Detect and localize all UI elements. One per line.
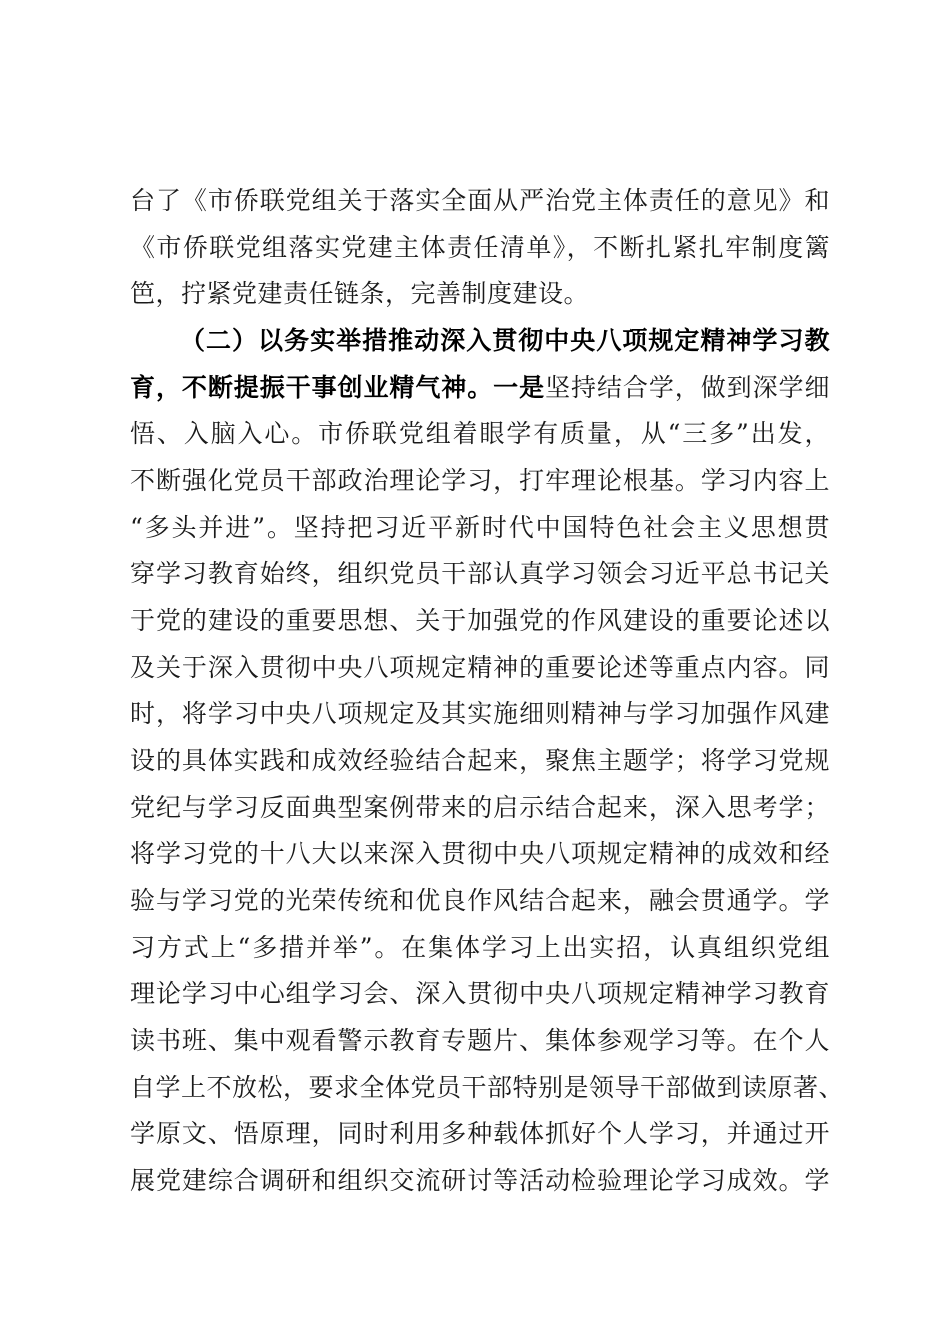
item-marker: 一是	[493, 373, 546, 402]
paragraph-line: 学原文、悟原理，同时利用多种载体抓好个人学习，并通过开	[130, 1119, 830, 1148]
paragraph-line: 理论学习中心组学习会、深入贯彻中央八项规定精神学习教育	[130, 979, 830, 1008]
paragraph-line: 将学习党的十八大以来深入贯彻中央八项规定精神的成效和经	[130, 839, 830, 868]
paragraph-line: 验与学习党的光荣传统和优良作风结合起来，融会贯通学。学	[130, 886, 830, 915]
paragraph-line: 笆，拧紧党建责任链条，完善制度建设。	[130, 279, 590, 308]
paragraph-line: 读书班、集中观看警示教育专题片、集体参观学习等。在个人	[130, 1026, 830, 1055]
paragraph-line: 党纪与学习反面典型案例带来的启示结合起来，深入思考学；	[130, 793, 830, 822]
section-heading-end: 育，不断提振干事创业精气神。	[130, 373, 494, 402]
paragraph-line: 不断强化党员干部政治理论学习，打牢理论根基。学习内容上	[130, 466, 830, 495]
paragraph-line: 于党的建设的重要思想、关于加强党的作风建设的重要论述以	[130, 606, 830, 635]
paragraph-line: 自学上不放松，要求全体党员干部特别是领导干部做到读原著、	[130, 1073, 845, 1102]
paragraph-line: 设的具体实践和成效经验结合起来，聚焦主题学；将学习党规	[130, 746, 830, 775]
section-heading-continuation	[130, 370, 830, 406]
section-heading: （二）以务实举措推动深入贯彻中央八项规定精神学习教	[180, 326, 830, 355]
paragraph-line: 习方式上“多措并举”。在集体学习上出实招，认真组织党组	[130, 933, 830, 962]
paragraph-line: 时，将学习中央八项规定及其实施细则精神与学习加强作风建	[130, 699, 830, 728]
paragraph-line: 悟、入脑入心。市侨联党组着眼学有质量，从“三多”出发，	[130, 419, 830, 448]
paragraph-line: 及关于深入贯彻中央八项规定精神的重要论述等重点内容。同	[130, 653, 830, 682]
paragraph-line: 《市侨联党组落实党建主体责任清单》，不断扎紧扎牢制度篱	[130, 233, 830, 262]
paragraph-text: 坚持结合学，做到深学细	[545, 373, 830, 402]
paragraph-line: “多头并进”。坚持把习近平新时代中国特色社会主义思想贯	[130, 513, 830, 542]
paragraph-line: 穿学习教育始终，组织党员干部认真学习领会习近平总书记关	[130, 559, 830, 588]
paragraph-line: 台了《市侨联党组关于落实全面从严治党主体责任的意见》和	[130, 186, 830, 215]
paragraph-line: 展党建综合调研和组织交流研讨等活动检验理论学习成效。学	[130, 1166, 830, 1195]
